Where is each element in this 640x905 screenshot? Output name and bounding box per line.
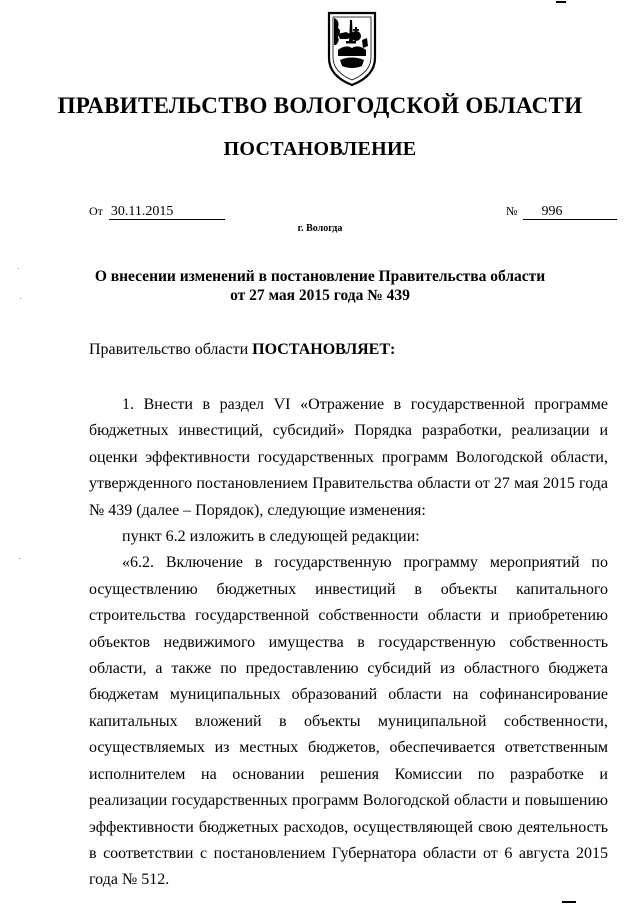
number-label: № (506, 204, 518, 218)
preamble-text: Правительство области (89, 341, 249, 358)
place-of-issue: г. Вологда (297, 223, 343, 234)
document-subject (0, 267, 640, 305)
number-value: 996 (523, 204, 617, 220)
preamble (89, 341, 395, 359)
subject-line-1: О внесении изменений в постановление Правительства области (94, 268, 546, 285)
paragraph-3: «6.2. Включение в государственную программу мероприятий по осуществлению бюджетных инвестиций в объекты капитального строительства государственной собственности области и приобретению объектов недвижимого имущества в государственную собственность области, а также по предоставлению субсидий из областного бюджета бюджетам муниципальных образований области на софинансирование капитальных вложений в объекты муниципальной собственности, осуществляемых из местных бюджетов, обеспечивается ответственным исполнителем на основании решения Комиссии по разработке и реализации государственных программ Вологодской области и повышению эффективности бюджетных расходов, осуществляющей свою деятельность в соответствии с постановлением Губернатора области от 6 августа 2015 года № 512. (89, 554, 608, 889)
document-type: ПОСТАНОВЛЕНИЕ (223, 138, 417, 160)
preamble-resolves: ПОСТАНОВЛЯЕТ: (252, 341, 396, 358)
document-date (89, 204, 225, 220)
paragraph-1: 1. Внести в раздел VI «Отражение в государственной программе бюджетных инвестиций, субсидий» Порядка разработки, реализации и оценки эффективности государственных программ Вологодской области, утвержденного постановлением Правительства области от 27 мая 2015 года № 439 (далее – Порядок), следующие изменения: (89, 396, 608, 519)
subject-line-2: от 27 мая 2015 года № 439 (230, 287, 410, 304)
document-number (506, 204, 617, 220)
organization-title: ПРАВИТЕЛЬСТВО ВОЛОГОДСКОЙ ОБЛАСТИ (57, 93, 583, 118)
scan-mark-bottom (562, 901, 576, 903)
scan-dot (18, 268, 19, 269)
document-body (89, 392, 608, 894)
scan-mark-top (556, 1, 566, 3)
scan-dot (20, 298, 21, 299)
paragraph-2: пункт 6.2 изложить в следующей редакции: (122, 528, 420, 546)
date-label: От (89, 204, 103, 218)
vologda-coat-of-arms-icon (326, 10, 378, 88)
date-value: 30.11.2015 (109, 204, 225, 220)
scan-dot (19, 558, 20, 559)
